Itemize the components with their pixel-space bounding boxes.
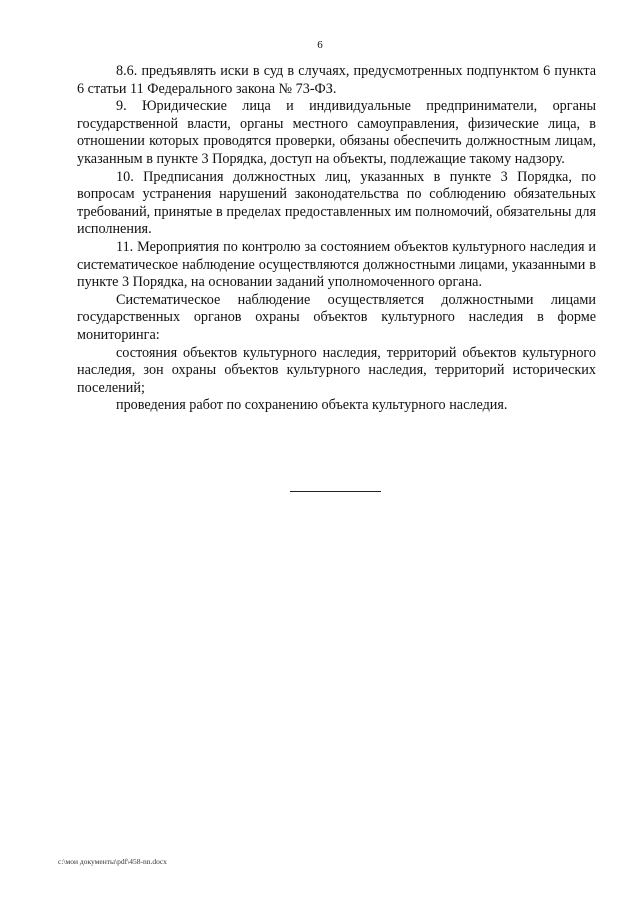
document-body bbox=[77, 63, 596, 415]
paragraph-10: 10. Предписания должностных лиц, указанных в пункте 3 Порядка, по вопросам устранения нарушений законодательства по соблюдению обязательных требований, принятые в пределах предоставленных им полномочий, обязательны для исполнения. bbox=[77, 168, 596, 238]
paragraph-11: 11. Мероприятия по контролю за состоянием объектов культурного наследия и систематическое наблюдение осуществляются должностными лицами, указанными в пункте 3 Порядка, на основании заданий уполномоченного органа. bbox=[77, 238, 596, 291]
page-number: 6 bbox=[317, 39, 323, 51]
footer-file-path: c:\мои документы\pdf\458-nn.docx bbox=[58, 857, 167, 866]
paragraph-monitoring-works: проведения работ по сохранению объекта культурного наследия. bbox=[116, 397, 508, 414]
closing-divider bbox=[290, 491, 381, 492]
paragraph-8-6: 8.6. предъявлять иски в суд в случаях, предусмотренных подпунктом 6 пункта 6 статьи 11 Федерального закона № 73-ФЗ. bbox=[77, 63, 596, 97]
paragraph-9: 9. Юридические лица и индивидуальные предприниматели, органы государственной власти, органы местного самоуправления, физические лица, в отношении которых проводятся проверки, обязаны обеспечить должностным лицам, указанным в пункте 3 Порядка, доступ на объекты, подлежащие такому надзору. bbox=[77, 98, 596, 167]
paragraph-monitoring: Систематическое наблюдение осуществляется должностными лицами государственных органов охраны объектов культурного наследия в форме мониторинга: bbox=[77, 291, 596, 343]
paragraph-monitoring-state: состояния объектов культурного наследия, территорий объектов культурного наследия, зон охраны объектов культурного наследия, территорий исторических поселений; bbox=[77, 344, 596, 396]
